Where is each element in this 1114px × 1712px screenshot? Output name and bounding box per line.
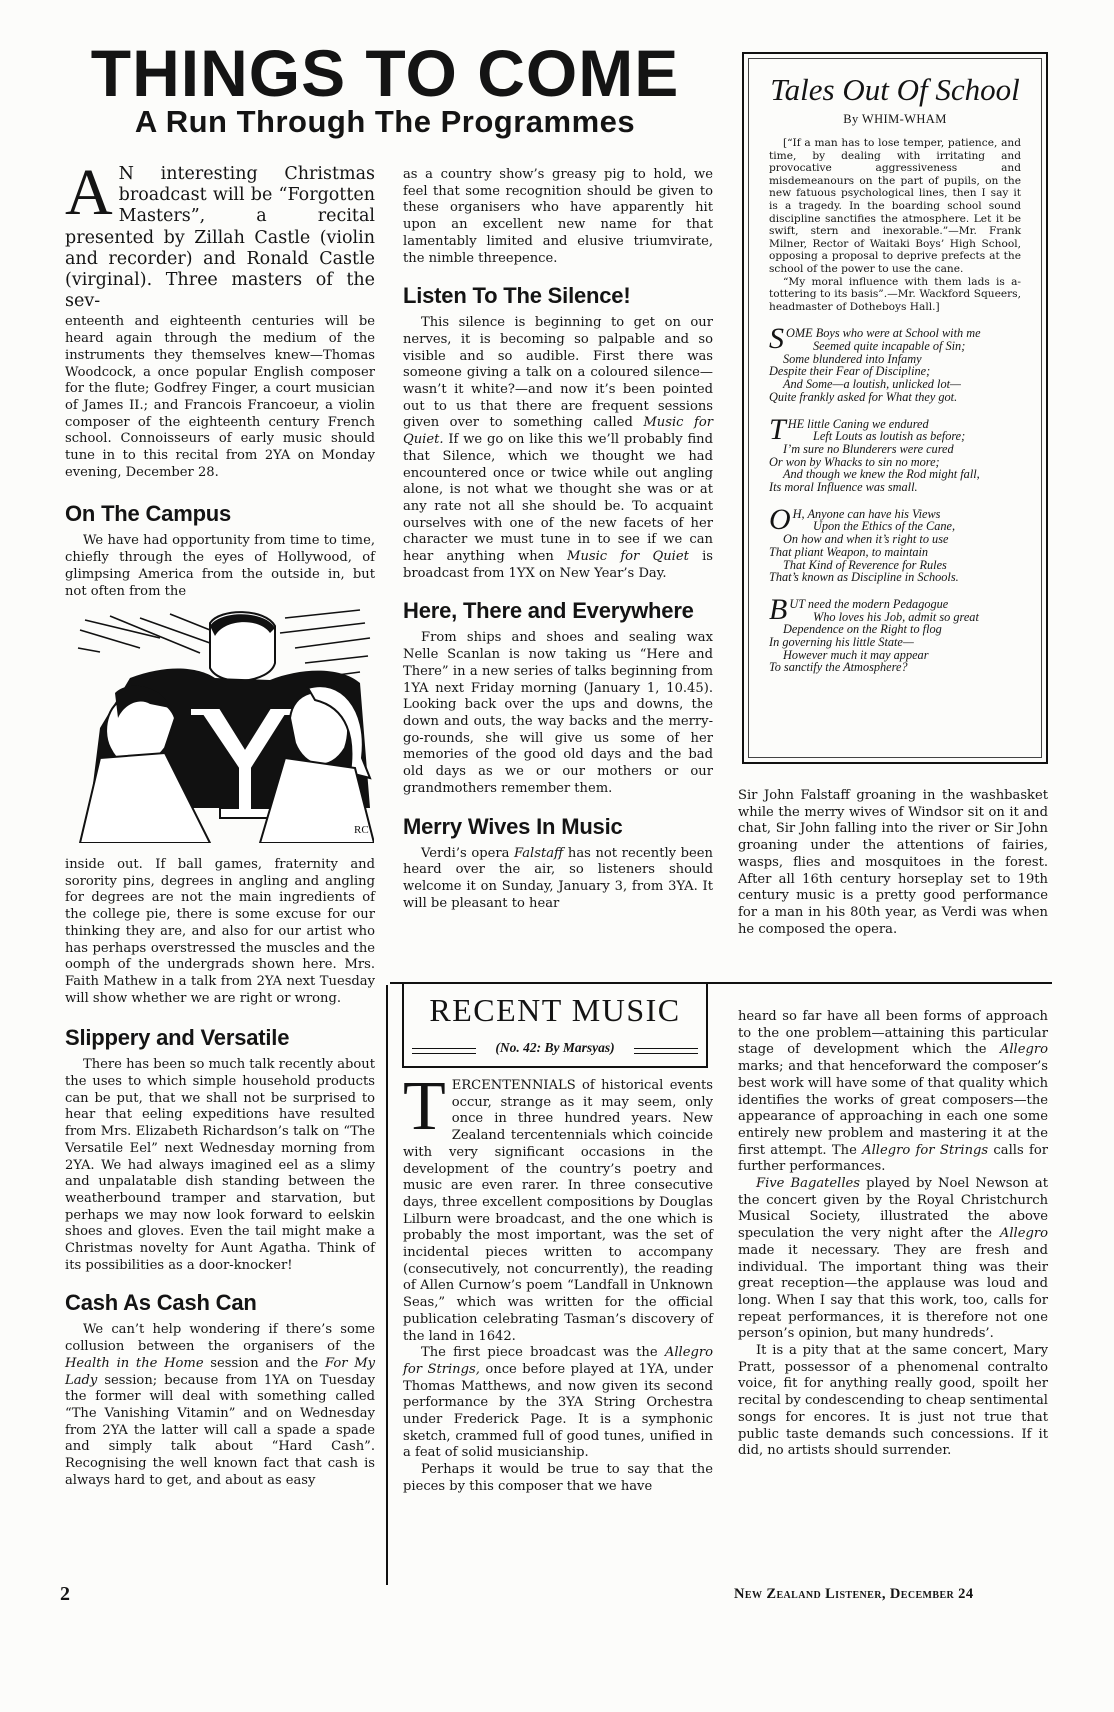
- heading-cash-as-cash-can: Cash As Cash Can: [65, 1290, 257, 1316]
- poem-line: And Some—a loutish, unlicked lot—: [783, 377, 961, 392]
- cash-continuation-text: [403, 167, 713, 267]
- paragraph: [403, 1345, 713, 1462]
- paragraph: [403, 630, 713, 797]
- poem-line: And though we knew the Rod might fall,: [783, 467, 980, 482]
- text-run: session; because from 1YA on Tuesday the former will deal with something called “The Vanishing Vitamin” and on Wednesday from 2YA the latter will call a spade a spade and simply talk about “Hard Cash”. Recognising the well known fact that cash is always hard to get, and about as easy: [65, 1372, 375, 1488]
- text-run: From ships and shoes and sealing wax Nelle Scanlan is now taking us “Here and There” in a new series of talks beginning from 1YA next Friday morning (January 1, 10.45). Looking back over the ups and downs, the down and outs, the way backs and the merry-go-rounds, she will give us some of her memories of the good old days and the bad old days as we or our mothers or our grandmothers remember them.: [403, 630, 713, 796]
- heading-on-the-campus: On The Campus: [65, 501, 232, 527]
- recent-music-text: [403, 1345, 713, 1495]
- intro-body-text: enteenth and eighteenth centuries will be heard again through the medium of the instruments they themselves knew—Thomas Woodcock, a once popular English composer for the flute; Godfrey Finger, a court musician of James II.; and Francois Francoeur, a violin composer of the eighteenth century French school. Connoisseurs of early music should tune in to this recital from 2YA on Monday evening, December 28.: [65, 314, 375, 480]
- college-cartoon-illustration: [70, 608, 374, 843]
- stanza-dropcap: T: [769, 412, 786, 446]
- campus-text-a: [65, 533, 375, 600]
- silence-text: [403, 315, 713, 582]
- text-run: marks; and that henceforward the composer’s best work will have some of that quality which identifies the works of great composers—the appearance of approaching in each one some entirely new problem and mastering it at the first attempt. The: [738, 1059, 1048, 1158]
- column-divider-vertical: [386, 985, 388, 1585]
- text-run: “My moral influence with them lads is a-tottering to its basis”.—Mr. Wackford Squeers, headmaster of Dotheboys Hall.]: [769, 275, 1021, 313]
- poem-line: That pliant Weapon, to maintain: [769, 544, 929, 559]
- paragraph: [738, 1009, 1048, 1176]
- slippery-text: [65, 1057, 375, 1274]
- heading-merry-wives-in-music: Merry Wives In Music: [403, 813, 623, 839]
- intro-dropcap: A: [65, 156, 113, 229]
- recent-music-column: [403, 1068, 713, 1496]
- paragraph: [65, 857, 375, 1007]
- poem-line: That’s known as Discipline in Schools.: [769, 570, 959, 585]
- merry-wives-continuation: [738, 788, 1048, 938]
- poem-line: Despite their Fear of Discipline;: [769, 364, 931, 379]
- tales-byline: By WHIM-WHAM: [843, 112, 947, 126]
- text-run: The first piece broadcast was the: [421, 1345, 665, 1361]
- poem-line: Upon the Ethics of the Cane,: [813, 519, 956, 534]
- poem-line: Its moral Influence was small.: [769, 480, 918, 495]
- text-run: inside out. If ball games, fraternity and sorority pins, degrees in angling and angling for degrees are not the main ingredients of the college pie, there is some excuse for our thinking they are, and also for our artist who has perhaps overstressed the muscles and the oomph of the undergrads shown here. Mrs. Faith Mathew in a talk from 2YA next Tuesday will show whether we are right or wrong.: [65, 857, 375, 1006]
- italic-text: Health in the Home: [65, 1355, 204, 1371]
- publication-footer: New Zealand Listener, December 24: [734, 1586, 974, 1602]
- campus-text-b: [65, 857, 375, 1007]
- page-title: THINGS TO COME: [90, 36, 680, 110]
- tales-epigraph: [769, 137, 1021, 313]
- poem-line: That Kind of Reverence for Rules: [783, 557, 947, 572]
- paragraph: [403, 846, 713, 913]
- stanza-dropcap: B: [769, 592, 788, 626]
- paragraph: [738, 1343, 1048, 1460]
- poem-stanza: [769, 412, 1021, 495]
- left-column-upper: [65, 156, 375, 600]
- poem-line: Some blundered into Infamy: [783, 351, 922, 366]
- paragraph: [738, 1176, 1048, 1343]
- poem-line: On how and when it’s right to use: [783, 532, 949, 547]
- text-run: is broadcast from 1YX on New Year’s Day.: [403, 549, 714, 581]
- paragraph: [403, 1462, 713, 1495]
- text-run: Sir John Falstaff groaning in the washbasket while the merry wives of Windsor sit on it and chat, Sir John falling into the river or Sir John groaning under the attentions of fairies, wasps, flies and mosquitoes in the forest. After all 16th century horseplay set to 19th century music is a pretty good performance for a man in his 80th year, as Verdi was when he composed the opera.: [738, 788, 1048, 937]
- poem-line: Seemed quite incapable of Sin;: [813, 339, 966, 354]
- text-run: Verdi’s opera: [421, 845, 515, 861]
- text-run: made it necessary. They are fresh and individual. The important thing was their great reception—the applause was loud and long. When I say that this work, too, calls for repeat performances, it is therefore not one person’s opinion, but many hundreds’.: [738, 1242, 1048, 1342]
- here-there-text: [403, 630, 713, 797]
- poem-line: Quite frankly asked for What they got.: [769, 389, 958, 404]
- text-run: There has been so much talk recently about the uses to which simple household products can be put, that we shall not be surprised to hear that eeling expeditions have resulted from Mrs. Elizabeth Richardson’s talk on “The Versatile Eel” next Wednesday morning from 2YA. We had always imagined eel as a slimy and unpalatable dish standing between the weatherbound tramper and starvation, but perhaps we may now look forward to eelskin shoes and gloves. Even the tail might make a Christmas novelty for Aunt Agatha. Think of its possibilities as a door-knocker!: [65, 1057, 375, 1273]
- italic-text: For My Lady: [65, 1355, 376, 1388]
- stanza-dropcap: S: [769, 322, 784, 356]
- paragraph: [769, 276, 1021, 314]
- tales-poem: [769, 322, 1021, 675]
- italic-text: Falstaff: [514, 845, 564, 861]
- recent-music-lead-text: ERCENTENNIALS of historical events occur, strange as it may seem, only once in three hundred years. New Zealand tercentennials which coincide with very significant occasions in the development of the country’s poetry and music are even rarer. In three consecutive days, three excellent compositions by Douglas Lilburn were broadcast, and the one which is probably the most important, was the set of incidental pieces written to accompany (consecutively, not concurrently), the reading of Allen Curnow’s poem “Landfall in Unknown Seas,” which was written for the official publication celebrating Tasman’s discovery of the land in 1642.: [403, 1078, 713, 1344]
- text-run: Perhaps it would be true to say that the pieces by this composer that we have: [403, 1462, 713, 1494]
- poem-line-text: UT need the modern Pedagogue: [789, 596, 949, 611]
- poem-line: Who loves his Job, admit so great: [813, 609, 979, 624]
- text-run: [“If a man has to lose temper, patience, and time, by dealing with irritating and provocative aggressiveness and misdemeanours on the part of pupils, on the new fatuous psychological lines, then I say it is a tragedy. In the boarding school sound discipline sanctifies the atmosphere. Let it be swift, stern and inexorable.”—Mr. Frank Milner, Rector of Waitaki Boys’ High School, opposing a proposal to deprive prefects at the school of the power to use the cane.: [769, 137, 1021, 275]
- artist-signature: RC: [354, 824, 369, 836]
- paragraph: [65, 1322, 375, 1489]
- tales-title: Tales Out Of School: [770, 72, 1020, 107]
- poem-line: To sanctify the Atmosphere?: [769, 660, 908, 675]
- poem-stanza: [769, 502, 1021, 585]
- recent-music-dropcap: T: [403, 1068, 446, 1145]
- italic-text: Allegro for Strings,: [403, 1345, 713, 1377]
- italic-text: Allegro: [999, 1042, 1048, 1058]
- italic-text: Allegro: [999, 1226, 1048, 1242]
- text-run: session and the: [203, 1355, 325, 1371]
- cash-text: [65, 1322, 375, 1489]
- text-run: If we go on like this we’ll probably find that Silence, which we thought we had encountered once or twice while out angling alone, is not what we thought she was or at any rate not all she should be. To acquaint ourselves with one of the new facets of her character we must tune in to see if we can hear anything when: [403, 432, 713, 565]
- poem-line: Dependence on the Right to flog: [783, 622, 942, 637]
- heading-here-there-everywhere: Here, There and Everywhere: [403, 598, 694, 624]
- poem-line-text: OME Boys who were at School with me: [786, 326, 981, 341]
- text-run: This silence is beginning to get on our nerves, it is becoming so palpable and so visible and so audible. First there was someone giving a talk on a coloured silence—wasn’t it white?—and now it’s been pointed out to us that there are frequent sessions given over to something called: [403, 315, 713, 431]
- text-run: We can’t help wondering if there’s some collusion between the organisers of the: [65, 1322, 375, 1355]
- recent-music-lead: [403, 1068, 713, 1345]
- poem-line: I’m sure no Blunderers were cured: [783, 441, 954, 456]
- recent-music-header-box: [402, 982, 708, 1068]
- page-subtitle: A Run Through The Programmes: [134, 104, 636, 139]
- paragraph: [65, 533, 375, 600]
- text-run: once before played at 1YA, under Thomas Matthews, and now given its second performance by the 3YA String Orchestra under Frederick Page. It is a symphonic sketch, crammed full of good tunes, unified in a feat of solid musicianship.: [403, 1361, 713, 1461]
- heading-slippery-and-versatile: Slippery and Versatile: [65, 1025, 290, 1051]
- text-run: played by Noel Newson at the concert given by the Royal Christchurch Musical Society, illustrated the above speculation the very night after the: [738, 1176, 1048, 1242]
- tales-out-of-school-box: [742, 52, 1048, 764]
- text-run: We have had opportunity from time to time, chiefly through the eyes of Hollywood, of glimpsing America from the outside in, but not often from the: [65, 533, 375, 599]
- poem-line: Or won by Whacks to sin no more;: [769, 454, 940, 469]
- italic-text: Music for Quiet: [567, 549, 689, 565]
- text-run: heard so far have all been forms of approach to the one problem—attaining this particular stage of development which the: [738, 1009, 1048, 1058]
- text-run: It is a pity that at the same concert, Mary Pratt, possessor of a phenomenal contralto voice, fit for anything really good, spoilt her recital by condescending to cheap sentimental songs for encores. It is just not true that public taste demands such concessions. If it did, no artists should surrender.: [738, 1343, 1048, 1459]
- poem-line-text: HE little Caning we endured: [787, 416, 929, 431]
- poem-stanza: [769, 322, 1021, 404]
- text-run: as a country show’s greasy pig to hold, we feel that some recognition should be given to these organisers who have apparently hit upon an excellent new name for that lamentably limited and elusive triumvirate, the nimble threepence.: [403, 167, 713, 266]
- merry-wives-continuation-text: [738, 788, 1048, 938]
- merry-wives-text: [403, 846, 713, 913]
- poem-line-text: H, Anyone can have his Views: [792, 506, 941, 521]
- paragraph: [403, 167, 713, 267]
- paragraph: [738, 788, 1048, 938]
- italic-text: Five Bagatelles: [756, 1176, 860, 1192]
- stanza-dropcap: O: [769, 502, 791, 536]
- intro-lead-text: N interesting Christmas broadcast will be “Forgotten Masters”, a recital presented by Zillah Castle (violin and recorder) and Ronald Castle (virginal). Three masters of the sev-: [65, 164, 375, 312]
- paragraph: [769, 137, 1021, 276]
- poem-stanza: [769, 592, 1021, 675]
- intro-article: [65, 156, 375, 312]
- recent-music-byline: (No. 42: By Marsyas): [495, 1040, 615, 1055]
- recent-music-continuation-text: [738, 1009, 1048, 1460]
- recent-music-title: RECENT MUSIC: [429, 992, 681, 1028]
- poem-line: In governing his little State—: [769, 635, 914, 650]
- poem-line: Left Louts as loutish as before;: [813, 429, 966, 444]
- italic-text: Allegro for Strings: [862, 1142, 989, 1158]
- left-column-lower: [65, 857, 375, 1490]
- text-run: has not recently been heard over the air, so listeners should welcome it on Sunday, January 3, from 3YA. It will be pleasant to hear: [403, 845, 713, 911]
- recent-music-continuation: [738, 1009, 1048, 1460]
- heading-listen-to-the-silence: Listen To The Silence!: [403, 283, 631, 309]
- paragraph: [403, 315, 713, 582]
- paragraph: [65, 1057, 375, 1274]
- middle-column-upper: [403, 167, 713, 912]
- text-run: calls for further performances.: [738, 1142, 1048, 1175]
- italic-text: Music for Quiet.: [403, 415, 713, 448]
- decorative-rule: [634, 1048, 698, 1054]
- page-number: 2: [60, 1583, 70, 1605]
- poem-line: However much it may appear: [783, 647, 929, 662]
